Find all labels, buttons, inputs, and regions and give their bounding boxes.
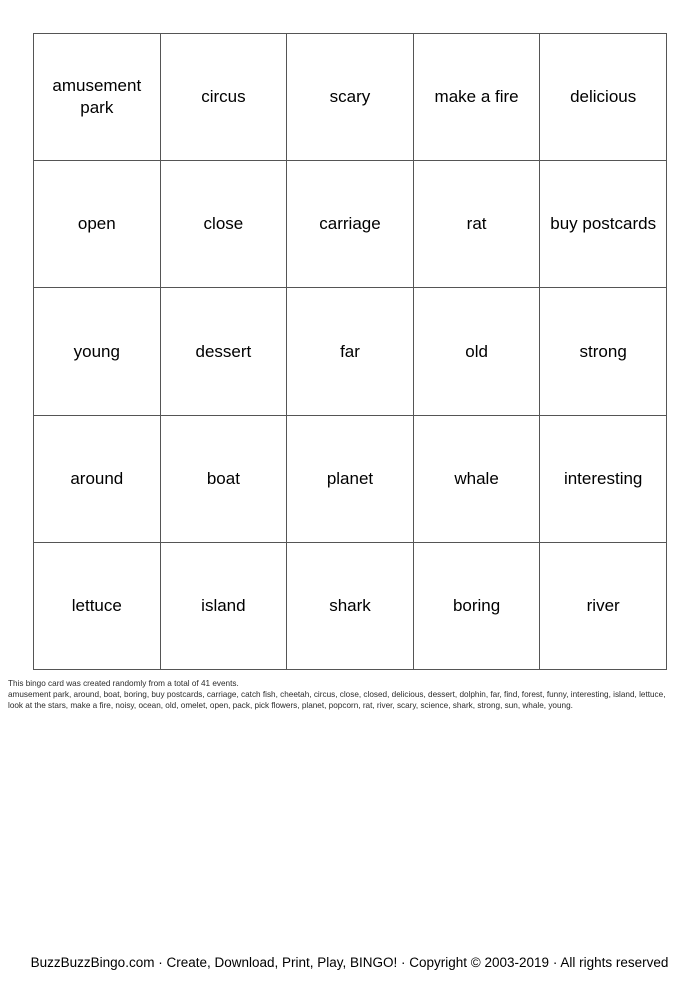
bingo-cell-r5c5[interactable] [540,543,667,670]
bingo-cell-r1c3[interactable] [287,34,414,161]
bingo-cell-label: whale [454,468,499,488]
bingo-cell-label: shark [329,595,371,615]
bingo-cell-label: amusement park [52,76,142,118]
bingo-cell-r1c2[interactable] [161,34,288,161]
footnote-summary: This bingo card was created randomly from a total of 41 events. [8,679,239,688]
bingo-cell-label: strong [579,341,627,361]
table-row [34,543,667,670]
table-row [34,288,667,415]
bingo-cell-r2c1[interactable] [34,161,161,288]
bingo-cell-label: old [465,341,488,361]
table-row [34,161,667,288]
bingo-cell-label: boring [452,595,501,615]
table-row [34,34,667,161]
bingo-cell-label: boat [206,468,240,488]
bingo-cell-label: close [203,214,244,234]
bingo-cell-label: open [77,214,116,234]
bingo-cell-r1c1[interactable] [34,34,161,161]
bingo-cell-label: carriage [319,214,381,234]
bingo-cell-label: around [70,468,124,488]
bingo-cell-r2c3[interactable] [287,161,414,288]
bingo-cell-r5c1[interactable] [34,543,161,670]
bingo-cell-r4c5[interactable] [540,416,667,543]
bingo-cell-label: rat [466,214,487,234]
card-footnote [8,678,676,712]
bingo-cell-label: young [73,341,120,361]
bingo-cell-label: interesting [563,468,643,488]
bingo-cell-r4c2[interactable] [161,416,288,543]
bingo-cell-label: dessert [195,341,252,361]
bingo-cell-r3c3[interactable] [287,288,414,415]
bingo-cell-r3c2[interactable] [161,288,288,415]
bingo-cell-r4c3[interactable] [287,416,414,543]
bingo-cell-r5c2[interactable] [161,543,288,670]
bingo-cell-r2c5[interactable] [540,161,667,288]
bingo-cell-label: buy postcards [550,214,657,234]
bingo-cell-label: make a fire [434,87,519,107]
footnote-event-list: amusement park, around, boat, boring, buy postcards, carriage, catch fish, cheetah, circus, close, closed, delicious, dessert, dolphin, far, find, forest, funny, interesting, island, lettuce, look at the stars, make a fire, noisy, ocean, old, omelet, open, pack, pick flowers, planet, popcorn, rat, river, scary, science, shark, strong, sun, whale, young. [8,690,666,711]
bingo-cell-r3c5[interactable] [540,288,667,415]
bingo-cell-label: planet [326,468,374,488]
bingo-cell-r3c4[interactable] [414,288,541,415]
bingo-cell-label: scary [329,87,371,107]
bingo-cell-label: island [201,595,246,615]
bingo-cell-r1c4[interactable] [414,34,541,161]
bingo-cell-r2c4[interactable] [414,161,541,288]
bingo-cell-label: lettuce [71,595,122,615]
bingo-cell-r4c4[interactable] [414,416,541,543]
bingo-cell-r2c2[interactable] [161,161,288,288]
bingo-cell-label: delicious [570,87,637,107]
bingo-cell-r1c5[interactable] [540,34,667,161]
bingo-cell-r4c1[interactable] [34,416,161,543]
bingo-cell-label: far [340,341,360,361]
site-footer: BuzzBuzzBingo.com · Create, Download, Print, Play, BINGO! · Copyright © 2003-2019 · All rights reserved [30,955,669,970]
table-row [34,416,667,543]
bingo-grid [33,33,667,670]
bingo-cell-r3c1[interactable] [34,288,161,415]
bingo-cell-r5c3[interactable] [287,543,414,670]
bingo-cell-r5c4[interactable] [414,543,541,670]
bingo-cell-label: circus [201,87,246,107]
bingo-cell-label: river [586,595,620,615]
